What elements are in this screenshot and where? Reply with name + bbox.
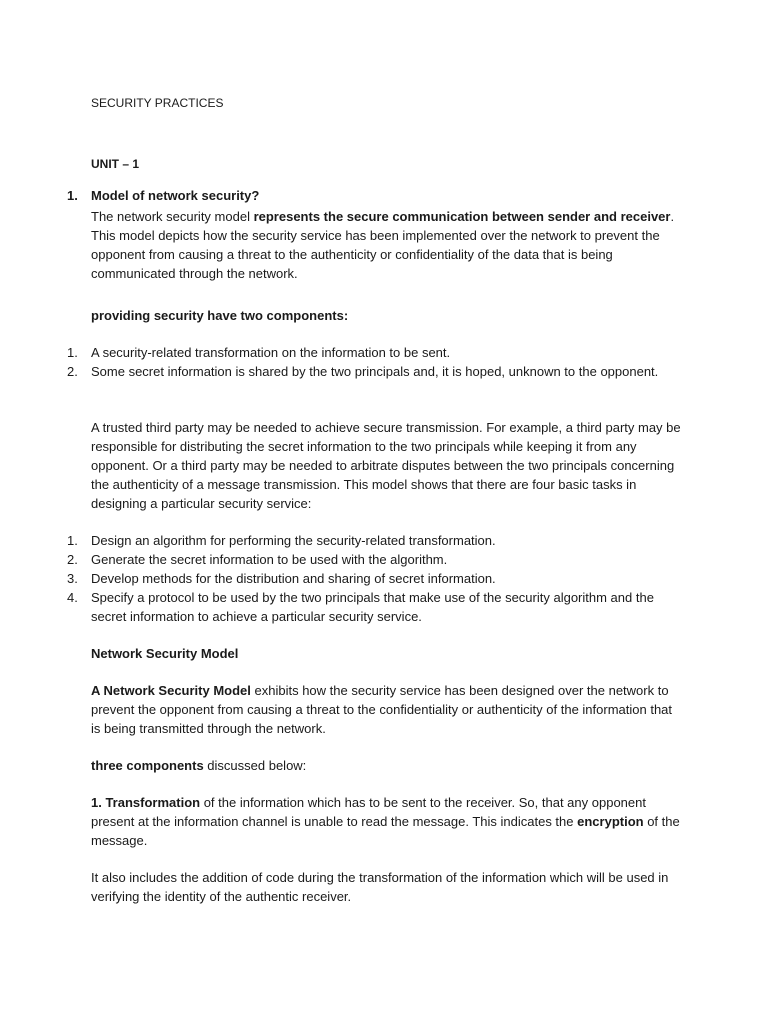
three-components-line [91, 756, 681, 775]
question-number: 1. [67, 188, 78, 203]
task-item: Specify a protocol to be used by the two principals that make use of the security algorithm and the secret information to achieve a particular security service. [91, 590, 654, 624]
component-number: 1. [67, 345, 78, 360]
document-title: SECURITY PRACTICES [91, 96, 224, 110]
nsm-heading: Network Security Model [91, 646, 239, 661]
model-intro-lead: The network security model [91, 209, 254, 224]
nsm-paragraph-bold: A Network Security Model [91, 683, 251, 698]
task-item: Generate the secret information to be used with the algorithm. [91, 552, 448, 567]
task-number: 3. [67, 571, 78, 586]
nsm-paragraph-rest: exhibits how the security service has been designed over the network to prevent the opponent from causing a threat to the confidentiality or authenticity of the information that is being transmitted through the network. [91, 683, 673, 736]
nsm-paragraph [91, 681, 681, 738]
task-item: Develop methods for the distribution and sharing of secret information. [91, 571, 496, 586]
transformation-tail: of the message. [91, 814, 680, 848]
transformation-paragraph [91, 793, 681, 850]
component-item: A security-related transformation on the information to be sent. [91, 345, 451, 360]
task-item: Design an algorithm for performing the security-related transformation. [91, 533, 496, 548]
component-item: Some secret information is shared by the two principals and, it is hoped, unknown to the opponent. [91, 364, 659, 379]
task-number: 1. [67, 533, 78, 548]
transformation-bold: 1. Transformation [91, 795, 201, 810]
unit-heading: UNIT – 1 [91, 157, 140, 171]
three-components-bold: three components [91, 758, 204, 773]
transformation-text: of the information which has to be sent to the receiver. So, that any opponent present at the information channel is unable to read the message. This indicates the [91, 795, 646, 829]
model-intro-paragraph [91, 207, 681, 283]
trusted-party-paragraph: A trusted third party may be needed to achieve secure transmission. For example, a third party may be responsible for distributing the secret information to the two principals while keeping it from any opponent. Or a third party may be needed to arbitrate disputes between the two principals concerning the authenticity of a message transmission. This model shows that there are four basic tasks in designing a particular security service: [91, 420, 681, 511]
encryption-bold: encryption [577, 814, 644, 829]
components-heading: providing security have two components: [91, 308, 349, 323]
code-paragraph: It also includes the addition of code during the transformation of the information which will be used in verifying the identity of the authentic receiver. [91, 870, 669, 904]
component-number: 2. [67, 364, 78, 379]
model-intro-bold: represents the secure communication between sender and receiver [253, 209, 671, 224]
model-intro-tail: . This model depicts how the security service has been implemented over the network to prevent the opponent from causing a threat to the authenticity or confidentiality of the data that is being communicated through the network. [91, 209, 675, 281]
question-heading: Model of network security? [91, 188, 260, 203]
task-number: 2. [67, 552, 78, 567]
three-components-rest: discussed below: [203, 758, 307, 773]
task-number: 4. [67, 590, 78, 605]
